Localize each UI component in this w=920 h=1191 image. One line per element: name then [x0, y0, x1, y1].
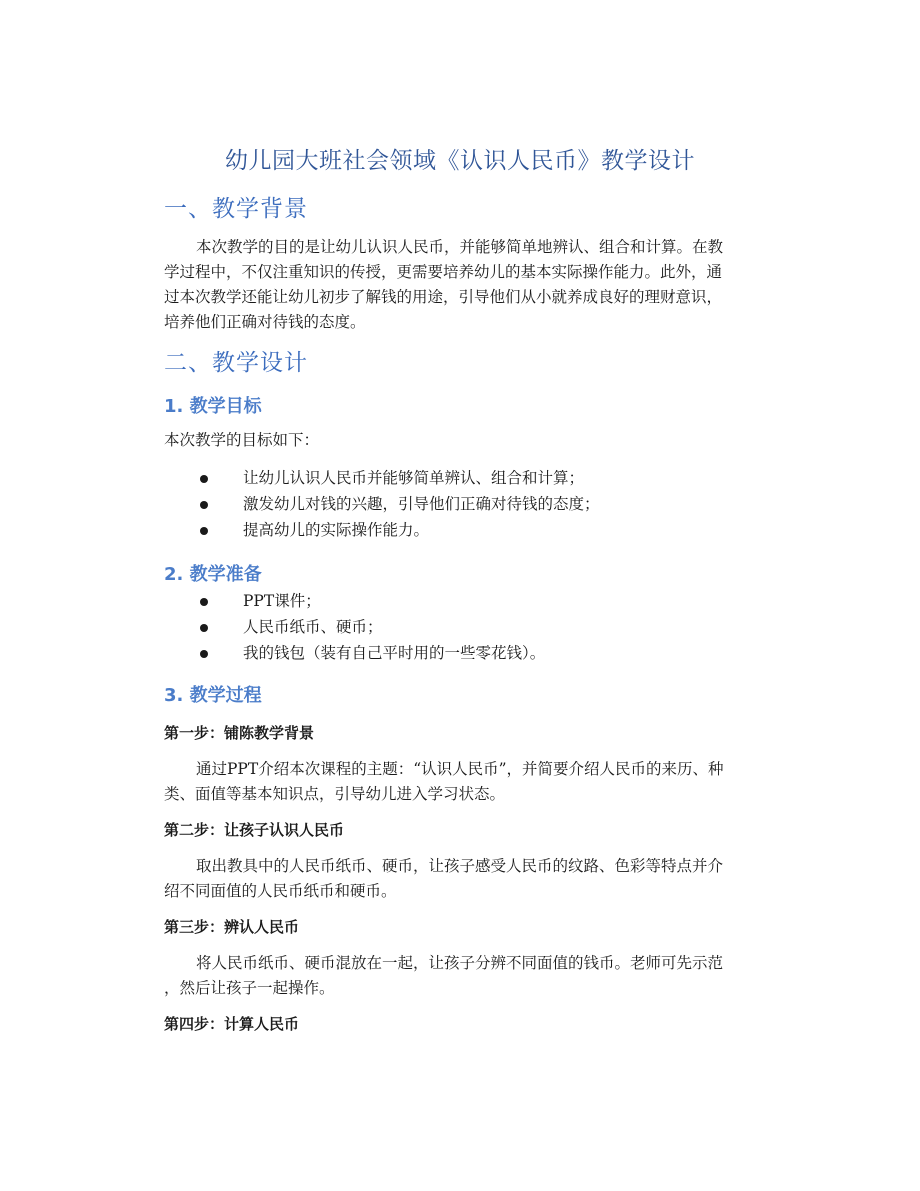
bullet-icon [200, 624, 208, 632]
step-title: 第一步：铺陈教学背景 [164, 724, 315, 742]
paragraph-line: 将人民币纸币、硬币混放在一起，让孩子分辨不同面值的钱币。老师可先示范 [196, 954, 724, 972]
step-title: 第四步：计算人民币 [164, 1015, 300, 1033]
subheading-process: 3. 教学过程 [164, 685, 262, 706]
step-paragraph [164, 757, 784, 807]
step-paragraph [164, 854, 784, 904]
bullet-icon [200, 598, 208, 606]
bullet-icon [200, 650, 208, 658]
paragraph-line: 类、面值等基本知识点，引导幼儿进入学习状态。 [164, 785, 506, 803]
step-title: 第二步：让孩子认识人民币 [164, 821, 345, 839]
document-title: 幼儿园大班社会领域《认识人民币》教学设计 [225, 148, 695, 174]
bullet-icon [200, 475, 208, 483]
paragraph-line: 培养他们正确对待钱的态度。 [164, 313, 366, 331]
paragraph-line: 学过程中，不仅注重知识的传授，更需要培养幼儿的基本实际操作能力。此外，通 [164, 263, 723, 281]
preparation-item: 我的钱包（装有自己平时用的一些零花钱）。 [243, 644, 546, 662]
subheading-goals: 1. 教学目标 [164, 396, 262, 417]
bullet-icon [200, 501, 208, 509]
paragraph-line: 过本次教学还能让幼儿初步了解钱的用途，引导他们从小就养成良好的理财意识， [164, 288, 723, 306]
goal-item: 让幼儿认识人民币并能够简单辨认、组合和计算； [243, 469, 585, 487]
paragraph-line: ，然后让孩子一起操作。 [164, 979, 335, 997]
goal-item: 激发幼儿对钱的兴趣，引导他们正确对待钱的态度； [243, 495, 600, 513]
preparation-item: PPT课件； [243, 592, 321, 610]
section-heading-background: 一、教学背景 [164, 196, 308, 222]
paragraph-line: 通过PPT介绍本次课程的主题：“认识人民币”，并简要介绍人民币的来历、种 [196, 760, 724, 778]
bullet-icon [200, 527, 208, 535]
paragraph-line: 本次教学的目的是让幼儿认识人民币，并能够简单地辨认、组合和计算。在教 [196, 238, 724, 256]
paragraph-line: 绍不同面值的人民币纸币和硬币。 [164, 882, 397, 900]
paragraph-line: 取出教具中的人民币纸币、硬币，让孩子感受人民币的纹路、色彩等特点并介 [196, 857, 724, 875]
step-title: 第三步：辨认人民币 [164, 918, 300, 936]
background-paragraph [164, 235, 784, 335]
step-paragraph [164, 951, 784, 1001]
goal-item: 提高幼儿的实际操作能力。 [243, 521, 430, 539]
section-heading-design: 二、教学设计 [164, 350, 308, 376]
subheading-preparation: 2. 教学准备 [164, 564, 262, 585]
goals-intro: 本次教学的目标如下： [164, 431, 320, 449]
preparation-item: 人民币纸币、硬币； [243, 618, 383, 636]
